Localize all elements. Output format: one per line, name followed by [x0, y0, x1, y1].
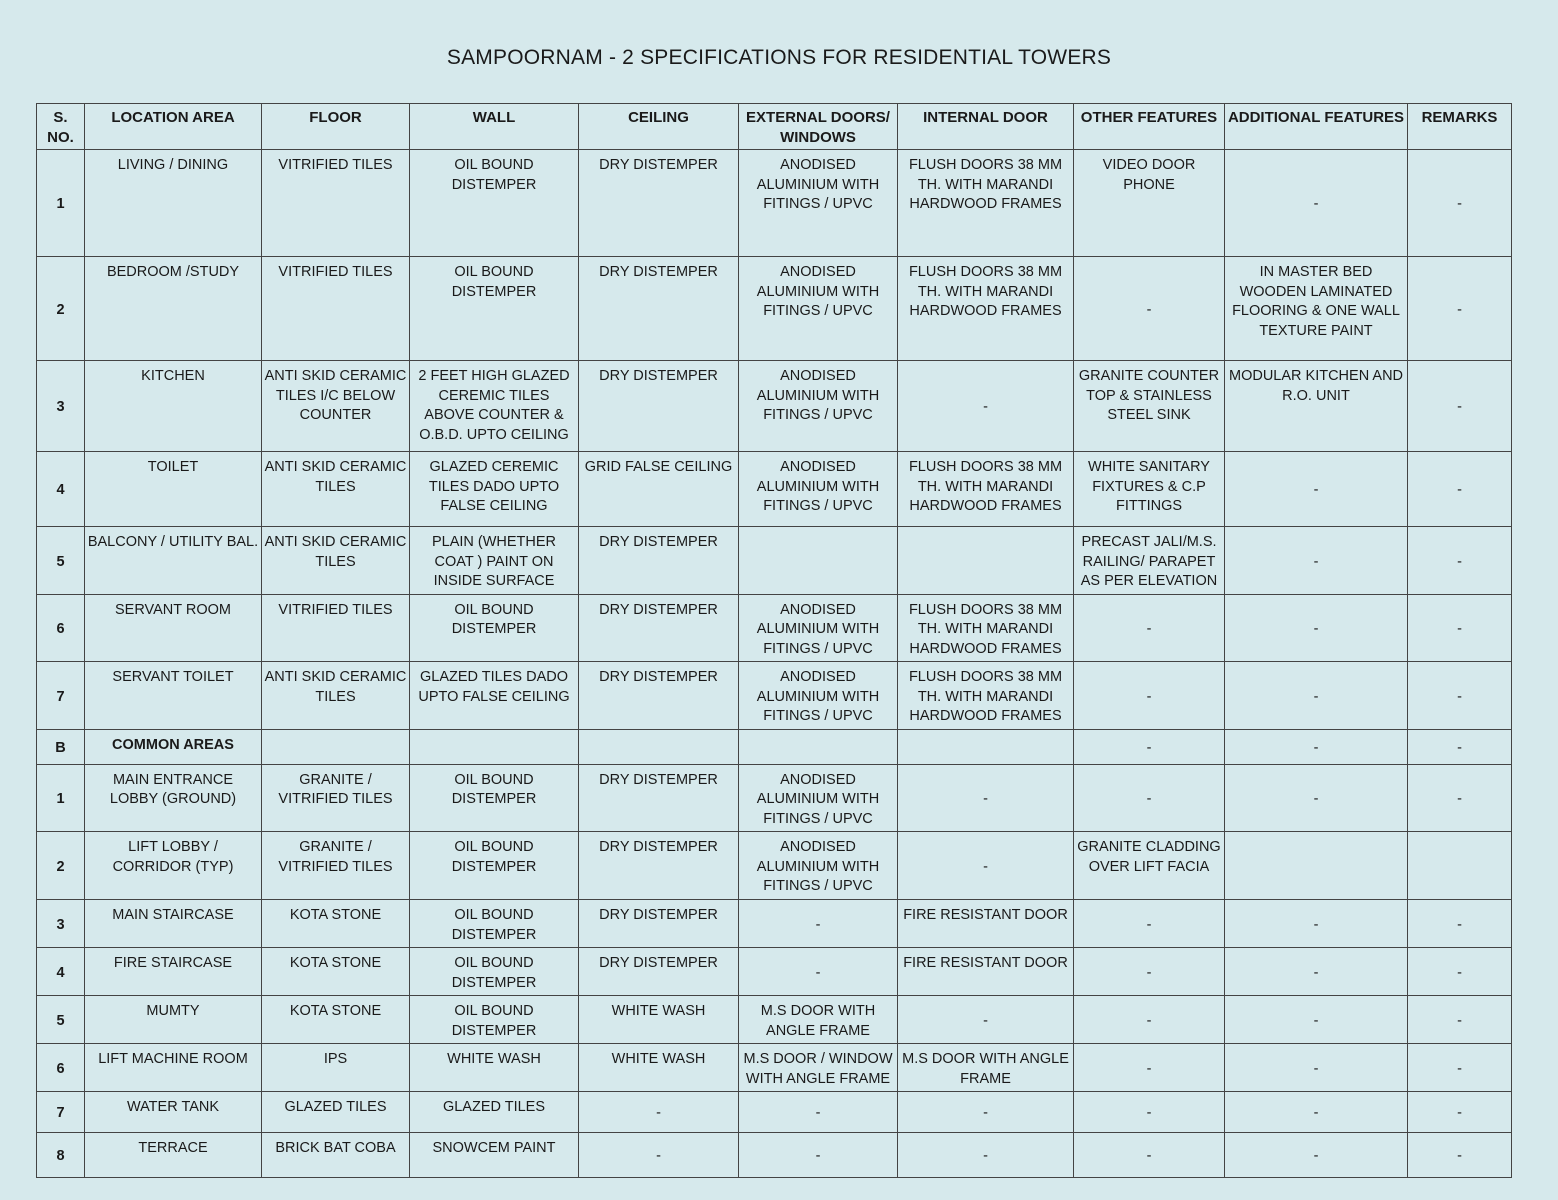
wall-cell: OIL BOUND DISTEMPER — [410, 150, 579, 257]
internal-door-cell: - — [898, 1133, 1074, 1178]
remarks-cell: - — [1408, 1092, 1512, 1133]
floor-cell — [262, 729, 410, 764]
sno-cell: 5 — [37, 996, 85, 1044]
other-features-cell: - — [1074, 662, 1225, 730]
ceiling-cell: - — [579, 1133, 739, 1178]
ceiling-cell: DRY DISTEMPER — [579, 527, 739, 595]
floor-cell: VITRIFIED TILES — [262, 150, 410, 257]
ceiling-cell — [579, 729, 739, 764]
header-internal-door: INTERNAL DOOR — [898, 104, 1074, 150]
section-row — [37, 729, 1512, 764]
ceiling-cell: DRY DISTEMPER — [579, 361, 739, 452]
additional-features-cell: - — [1225, 1133, 1408, 1178]
floor-cell: GLAZED TILES — [262, 1092, 410, 1133]
sno-cell: 3 — [37, 900, 85, 948]
remarks-cell: - — [1408, 996, 1512, 1044]
table-row — [37, 1044, 1512, 1092]
table-row — [37, 527, 1512, 595]
wall-cell: OIL BOUND DISTEMPER — [410, 257, 579, 361]
additional-features-cell: - — [1225, 948, 1408, 996]
additional-features-cell: - — [1225, 1044, 1408, 1092]
internal-door-cell: - — [898, 1092, 1074, 1133]
table-header-row — [37, 104, 1512, 150]
remarks-cell: - — [1408, 594, 1512, 662]
internal-door-cell: FLUSH DOORS 38 MM TH. WITH MARANDI HARDWOOD FRAMES — [898, 150, 1074, 257]
floor-cell: IPS — [262, 1044, 410, 1092]
internal-door-cell: - — [898, 996, 1074, 1044]
remarks-cell: - — [1408, 1133, 1512, 1178]
other-features-cell: - — [1074, 257, 1225, 361]
location-area-cell: SERVANT TOILET — [85, 662, 262, 730]
other-features-cell: PRECAST JALI/M.S. RAILING/ PARAPET AS PER ELEVATION — [1074, 527, 1225, 595]
other-features-cell: - — [1074, 594, 1225, 662]
table-row — [37, 594, 1512, 662]
external-doors-cell: ANODISED ALUMINIUM WITH FITINGS / UPVC — [739, 832, 898, 900]
additional-features-cell: - — [1225, 452, 1408, 527]
remarks-cell — [1408, 832, 1512, 900]
page-title: SAMPOORNAM - 2 SPECIFICATIONS FOR RESIDENTIAL TOWERS — [446, 46, 1112, 69]
remarks-cell: - — [1408, 1044, 1512, 1092]
remarks-cell: - — [1408, 729, 1512, 764]
floor-cell: ANTI SKID CERAMIC TILES — [262, 452, 410, 527]
ceiling-cell: WHITE WASH — [579, 996, 739, 1044]
wall-cell: PLAIN (WHETHER COAT ) PAINT ON INSIDE SURFACE — [410, 527, 579, 595]
header-floor: FLOOR — [262, 104, 410, 150]
external-doors-cell: - — [739, 1092, 898, 1133]
remarks-cell: - — [1408, 527, 1512, 595]
additional-features-cell: - — [1225, 527, 1408, 595]
header-other-features: OTHER FEATURES — [1074, 104, 1225, 150]
ceiling-cell: DRY DISTEMPER — [579, 257, 739, 361]
floor-cell: VITRIFIED TILES — [262, 594, 410, 662]
location-area-cell: TERRACE — [85, 1133, 262, 1178]
location-area-cell: MAIN ENTRANCE LOBBY (GROUND) — [85, 764, 262, 832]
wall-cell: OIL BOUND DISTEMPER — [410, 594, 579, 662]
other-features-cell: - — [1074, 1092, 1225, 1133]
sno-cell: 3 — [37, 361, 85, 452]
external-doors-cell — [739, 527, 898, 595]
internal-door-cell: - — [898, 361, 1074, 452]
ceiling-cell: WHITE WASH — [579, 1044, 739, 1092]
wall-cell: OIL BOUND DISTEMPER — [410, 996, 579, 1044]
internal-door-cell: FLUSH DOORS 38 MM TH. WITH MARANDI HARDWOOD FRAMES — [898, 257, 1074, 361]
sno-cell: 2 — [37, 832, 85, 900]
wall-cell: WHITE WASH — [410, 1044, 579, 1092]
remarks-cell: - — [1408, 452, 1512, 527]
wall-cell: OIL BOUND DISTEMPER — [410, 948, 579, 996]
location-area-cell: MUMTY — [85, 996, 262, 1044]
location-area-cell: LIFT MACHINE ROOM — [85, 1044, 262, 1092]
table-row — [37, 832, 1512, 900]
sno-cell: 6 — [37, 594, 85, 662]
wall-cell — [410, 729, 579, 764]
external-doors-cell: - — [739, 1133, 898, 1178]
other-features-cell: - — [1074, 996, 1225, 1044]
internal-door-cell: FIRE RESISTANT DOOR — [898, 900, 1074, 948]
external-doors-cell: M.S DOOR WITH ANGLE FRAME — [739, 996, 898, 1044]
additional-features-cell — [1225, 832, 1408, 900]
floor-cell: KOTA STONE — [262, 900, 410, 948]
additional-features-cell: MODULAR KITCHEN AND R.O. UNIT — [1225, 361, 1408, 452]
sno-cell: 4 — [37, 948, 85, 996]
additional-features-cell: IN MASTER BED WOODEN LAMINATED FLOORING & ONE WALL TEXTURE PAINT — [1225, 257, 1408, 361]
ceiling-cell: GRID FALSE CEILING — [579, 452, 739, 527]
location-area-cell: MAIN STAIRCASE — [85, 900, 262, 948]
external-doors-cell: M.S DOOR / WINDOW WITH ANGLE FRAME — [739, 1044, 898, 1092]
table-row — [37, 996, 1512, 1044]
ceiling-cell: DRY DISTEMPER — [579, 948, 739, 996]
additional-features-cell: - — [1225, 1092, 1408, 1133]
ceiling-cell: DRY DISTEMPER — [579, 150, 739, 257]
sno-cell: 7 — [37, 662, 85, 730]
remarks-cell: - — [1408, 150, 1512, 257]
floor-cell: ANTI SKID CERAMIC TILES — [262, 527, 410, 595]
header-ceiling: CEILING — [579, 104, 739, 150]
ceiling-cell: DRY DISTEMPER — [579, 764, 739, 832]
ceiling-cell: DRY DISTEMPER — [579, 594, 739, 662]
other-features-cell: VIDEO DOOR PHONE — [1074, 150, 1225, 257]
table-row — [37, 452, 1512, 527]
location-area-cell: BALCONY / UTILITY BAL. — [85, 527, 262, 595]
floor-cell: VITRIFIED TILES — [262, 257, 410, 361]
floor-cell: KOTA STONE — [262, 996, 410, 1044]
remarks-cell: - — [1408, 764, 1512, 832]
sno-cell: B — [37, 729, 85, 764]
sno-cell: 8 — [37, 1133, 85, 1178]
wall-cell: GLAZED TILES DADO UPTO FALSE CEILING — [410, 662, 579, 730]
ceiling-cell: - — [579, 1092, 739, 1133]
sno-cell: 2 — [37, 257, 85, 361]
wall-cell: SNOWCEM PAINT — [410, 1133, 579, 1178]
header-external-doors-windows: EXTERNAL DOORS/ WINDOWS — [739, 104, 898, 150]
internal-door-cell: FLUSH DOORS 38 MM TH. WITH MARANDI HARDWOOD FRAMES — [898, 452, 1074, 527]
wall-cell: OIL BOUND DISTEMPER — [410, 764, 579, 832]
ceiling-cell: DRY DISTEMPER — [579, 662, 739, 730]
wall-cell: GLAZED TILES — [410, 1092, 579, 1133]
sno-cell: 7 — [37, 1092, 85, 1133]
header-wall: WALL — [410, 104, 579, 150]
location-area-cell: LIVING / DINING — [85, 150, 262, 257]
additional-features-cell: - — [1225, 594, 1408, 662]
table-row — [37, 900, 1512, 948]
wall-cell: GLAZED CEREMIC TILES DADO UPTO FALSE CEILING — [410, 452, 579, 527]
other-features-cell: WHITE SANITARY FIXTURES & C.P FITTINGS — [1074, 452, 1225, 527]
external-doors-cell: ANODISED ALUMINIUM WITH FITINGS / UPVC — [739, 662, 898, 730]
header-remarks: REMARKS — [1408, 104, 1512, 150]
remarks-cell: - — [1408, 662, 1512, 730]
internal-door-cell: FIRE RESISTANT DOOR — [898, 948, 1074, 996]
location-area-cell: WATER TANK — [85, 1092, 262, 1133]
other-features-cell: - — [1074, 1133, 1225, 1178]
internal-door-cell: FLUSH DOORS 38 MM TH. WITH MARANDI HARDWOOD FRAMES — [898, 662, 1074, 730]
sno-cell: 4 — [37, 452, 85, 527]
specifications-table — [36, 103, 1512, 1178]
sno-cell: 1 — [37, 764, 85, 832]
sno-cell: 1 — [37, 150, 85, 257]
external-doors-cell: ANODISED ALUMINIUM WITH FITINGS / UPVC — [739, 150, 898, 257]
floor-cell: GRANITE / VITRIFIED TILES — [262, 832, 410, 900]
internal-door-cell: M.S DOOR WITH ANGLE FRAME — [898, 1044, 1074, 1092]
table-row — [37, 361, 1512, 452]
other-features-cell: - — [1074, 900, 1225, 948]
other-features-cell: GRANITE COUNTER TOP & STAINLESS STEEL SINK — [1074, 361, 1225, 452]
external-doors-cell: ANODISED ALUMINIUM WITH FITINGS / UPVC — [739, 257, 898, 361]
external-doors-cell: ANODISED ALUMINIUM WITH FITINGS / UPVC — [739, 452, 898, 527]
internal-door-cell — [898, 729, 1074, 764]
location-area-cell: BEDROOM /STUDY — [85, 257, 262, 361]
additional-features-cell: - — [1225, 900, 1408, 948]
external-doors-cell — [739, 729, 898, 764]
additional-features-cell: - — [1225, 662, 1408, 730]
floor-cell: KOTA STONE — [262, 948, 410, 996]
sno-cell: 6 — [37, 1044, 85, 1092]
external-doors-cell: - — [739, 948, 898, 996]
additional-features-cell: - — [1225, 150, 1408, 257]
other-features-cell: - — [1074, 1044, 1225, 1092]
table-row — [37, 150, 1512, 257]
header-additional-features: ADDITIONAL FEATURES — [1225, 104, 1408, 150]
remarks-cell: - — [1408, 948, 1512, 996]
additional-features-cell: - — [1225, 996, 1408, 1044]
floor-cell: ANTI SKID CERAMIC TILES — [262, 662, 410, 730]
table-row — [37, 764, 1512, 832]
sno-cell: 5 — [37, 527, 85, 595]
location-area-cell: TOILET — [85, 452, 262, 527]
external-doors-cell: ANODISED ALUMINIUM WITH FITINGS / UPVC — [739, 361, 898, 452]
internal-door-cell: - — [898, 832, 1074, 900]
table-row — [37, 662, 1512, 730]
table-body — [37, 150, 1512, 1178]
ceiling-cell: DRY DISTEMPER — [579, 832, 739, 900]
header-sno: S. NO. — [37, 104, 85, 150]
other-features-cell: - — [1074, 948, 1225, 996]
additional-features-cell: - — [1225, 764, 1408, 832]
other-features-cell: - — [1074, 764, 1225, 832]
internal-door-cell — [898, 527, 1074, 595]
internal-door-cell: FLUSH DOORS 38 MM TH. WITH MARANDI HARDWOOD FRAMES — [898, 594, 1074, 662]
header-location-area: LOCATION AREA — [85, 104, 262, 150]
wall-cell: OIL BOUND DISTEMPER — [410, 900, 579, 948]
floor-cell: BRICK BAT COBA — [262, 1133, 410, 1178]
table-row — [37, 1092, 1512, 1133]
location-area-cell: SERVANT ROOM — [85, 594, 262, 662]
wall-cell: 2 FEET HIGH GLAZED CEREMIC TILES ABOVE COUNTER & O.B.D. UPTO CEILING — [410, 361, 579, 452]
remarks-cell: - — [1408, 900, 1512, 948]
external-doors-cell: ANODISED ALUMINIUM WITH FITINGS / UPVC — [739, 764, 898, 832]
table-row — [37, 257, 1512, 361]
internal-door-cell: - — [898, 764, 1074, 832]
location-area-cell: COMMON AREAS — [85, 729, 262, 764]
floor-cell: ANTI SKID CERAMIC TILES I/C BELOW COUNTER — [262, 361, 410, 452]
other-features-cell: GRANITE CLADDING OVER LIFT FACIA — [1074, 832, 1225, 900]
external-doors-cell: ANODISED ALUMINIUM WITH FITINGS / UPVC — [739, 594, 898, 662]
location-area-cell: LIFT LOBBY / CORRIDOR (TYP) — [85, 832, 262, 900]
floor-cell: GRANITE / VITRIFIED TILES — [262, 764, 410, 832]
additional-features-cell: - — [1225, 729, 1408, 764]
remarks-cell: - — [1408, 361, 1512, 452]
other-features-cell: - — [1074, 729, 1225, 764]
external-doors-cell: - — [739, 900, 898, 948]
location-area-cell: FIRE STAIRCASE — [85, 948, 262, 996]
ceiling-cell: DRY DISTEMPER — [579, 900, 739, 948]
wall-cell: OIL BOUND DISTEMPER — [410, 832, 579, 900]
table-row — [37, 1133, 1512, 1178]
remarks-cell: - — [1408, 257, 1512, 361]
table-row — [37, 948, 1512, 996]
location-area-cell: KITCHEN — [85, 361, 262, 452]
